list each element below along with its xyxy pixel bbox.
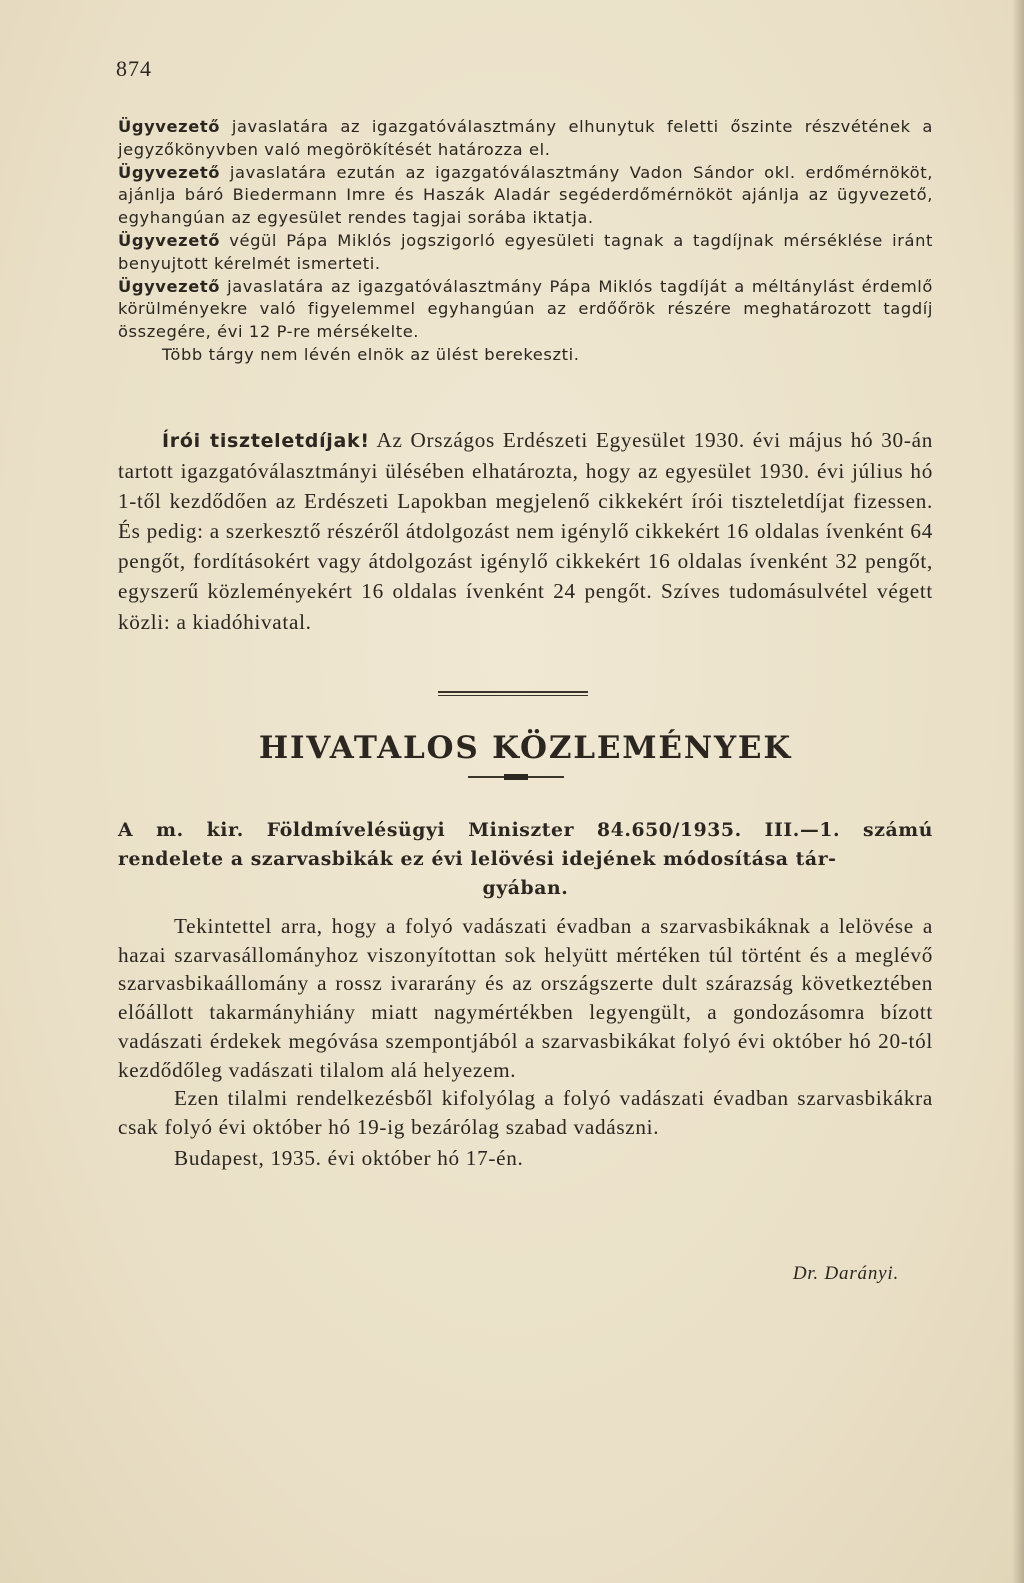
minutes-paragraph [118, 116, 933, 162]
title-ornament [468, 776, 564, 778]
paragraph-text: javaslatára az igazgatóválasztmány Pápa Miklós tagdíját a méltánylást érdemlő körülményekre való figyelemmel egyhangúan az erdőőrök részére meghatározott tagdíj összegére, évi 12 P-re mérsékelte. [118, 276, 933, 342]
fees-notice [118, 425, 933, 637]
paragraph-lead: Ügyvezető [118, 117, 221, 136]
decree-title-text: A m. kir. Földmívelésügyi Miniszter 84.650/1935. III.—1. számú rendelete a szarvasbikák ez évi lelövési idejének módosítása tár- [118, 819, 933, 870]
decree-title-end: gyában. [482, 877, 569, 899]
paragraph-text: javaslatára az igazgatóválasztmány elhunytuk feletti őszinte részvétének a jegyzőkönyvben való megörökítését határozza el. [118, 117, 933, 159]
section-title: HIVATALOS KÖZLEMÉNYEK [258, 730, 793, 766]
paragraph-lead: Ügyvezető [118, 276, 221, 296]
decree-paragraph: Tekintettel arra, hogy a folyó vadászati évadban a szarvasbikáknak a lelövése a hazai szarvasállományhoz viszonyítottan sok helyütt mértéken túl történt és a meglévő szarvasbikaállomány a rossz ivararány és az országszerte dult szárazság következtében előállott takarmányhiány miatt nagymértékben legyengült, a gondozásomra bízott vadászati érdekek megóvása szempontjából a szarvasbikákat folyó évi október hó 20-tól kezdődőleg vadászati tilalom alá helyezem. [118, 914, 933, 1082]
paragraph-lead: Ügyvezető [118, 162, 221, 182]
paragraph-text: javaslatára ezután az igazgatóválasztmány Vadon Sándor okl. erdőmérnököt, ajánlja báró Biedermann Imre és Haszák Aladár segéderdőmérnököt ajánlja az ügyvezető, egyhangúan az egyesület rendes tagjai sorába iktatja. [118, 162, 933, 228]
paragraph-text: végül Pápa Miklós jogszigorló egyesületi tagnak a tagdíjnak mérséklése iránt benyujtott kérelmét ismerteti. [118, 230, 933, 273]
minutes-paragraph [118, 230, 933, 276]
divider-rule [438, 691, 588, 696]
decree-paragraph: Ezen tilalmi rendelkezésből kifolyólag a folyó vadászati évadban szarvasbikákra csak folyó évi október hó 19-ig bezárólag szabad vadászni. [118, 1086, 933, 1139]
minutes-section [118, 116, 933, 367]
paragraph-lead: Ügyvezető [118, 230, 221, 250]
fees-paragraph [118, 425, 933, 637]
minutes-paragraph [118, 162, 933, 230]
fees-lead: Írói tiszteletdíjak! [162, 430, 370, 452]
page-number: 874 [116, 56, 152, 81]
fees-text: Az Országos Erdészeti Egyesület 1930. évi május hó 30-án tartott igazgatóválasztmányi ülésében elhatározta, hogy az egyesület 1930. évi július hó 1-től kezdődően az Erdészeti Lapokban megjelenő cikkekért írói tiszteletdíjat fizessen. És pedig: a szerkesztő részéről átdolgozást nem igénylő cikkekért 16 oldalas ívenként 64 pengőt, fordításokért vagy átdolgozást igénylő cikkekért 16 oldalas ívenként 32 pengőt, egyszerű közleményekért 16 oldalas ívenként 24 pengőt. Szíves tudomásulvétel végett közli: a kiadóhivatal. [118, 428, 934, 634]
paragraph-text: Több tárgy nem lévén elnök az ülést berekeszti. [162, 344, 580, 364]
page-edge-shadow [1012, 0, 1024, 1583]
decree-date: Budapest, 1935. évi október hó 17-én. [174, 1145, 524, 1170]
minutes-paragraph [118, 276, 933, 344]
minutes-closing [118, 344, 933, 367]
decree-body [118, 912, 933, 1172]
decree-title [118, 816, 933, 903]
ornament-center [504, 774, 528, 780]
signature: Dr. Darányi. [792, 1263, 899, 1284]
